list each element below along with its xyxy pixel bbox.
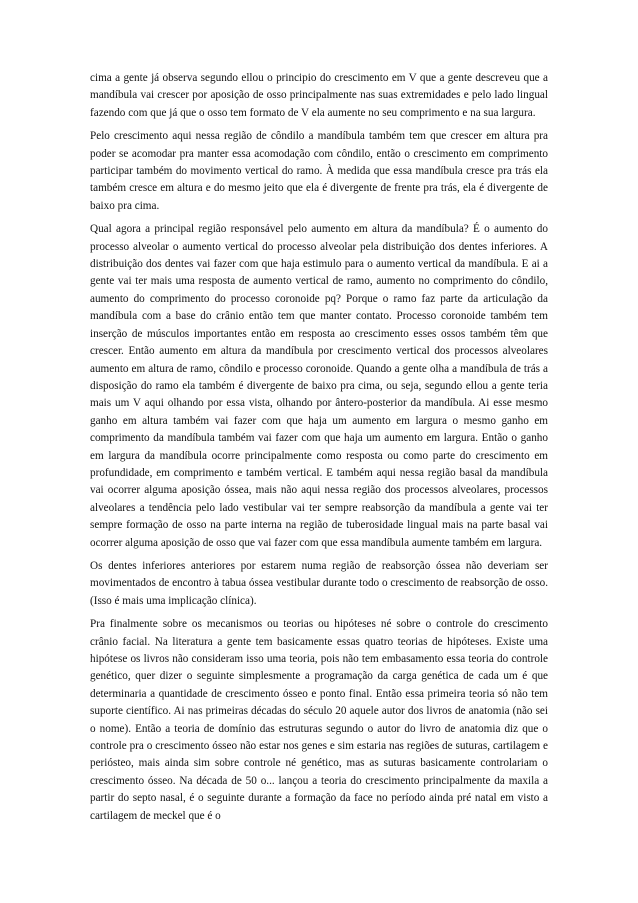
paragraph-1: cima a gente já observa segundo ellou o principio do crescimento em V que a gente descreveu que a mandíbula vai crescer por aposição de osso principalmente nas suas extremidades e pelo lado lingual fazendo com que já que o osso tem formato de V ela aumente no seu comprimento e na sua largura. bbox=[90, 72, 548, 119]
paragraph-3: Qual agora a principal região responsável pelo aumento em altura da mandíbula? É o aumento do processo alveolar o aumento vertical do processo alveolar pela distribuição dos dentes inferiores. A distribuição dos dentes vai fazer com que haja estimulo para o aumento vertical da mandíbula. E ai a gente vai ter mais uma resposta de aumento vertical de ramo, aumento no comprimento do côndilo, aumento do comprimento do processo coronoide pq? Porque o ramo faz parte da articulação da mandíbula com a base do crânio então tem que manter contato. Processo coronoide também tem inserção de músculos importantes então em resposta ao crescimento esses ossos também têm que crescer. Então aumento em altura da mandíbula por crescimento vertical dos processos alveolares aumento em altura de ramo, côndilo e processo coronoide. Quando a gente olha a mandíbula de trás a disposição do ramo ela também é divergente de baixo pra cima, ou seja, segundo ellou a gente teria mais um V aqui olhando por essa vista, olhando por ântero-posterior da mandíbula. Ai esse mesmo ganho em altura também vai fazer com que haja um aumento em largura o mesmo ganho em comprimento da mandíbula também vai fazer com que haja um aumento em largura. Então o ganho em largura da mandíbula ocorre principalmente como resposta ou como parte do crescimento em profundidade, em comprimento e também vertical. E também aqui nessa região basal da mandíbula vai ocorrer alguma aposição óssea, mais não aqui nessa região dos processos alveolares, processos alveolares a tendência pelo lado vestibular vai ter sempre reabsorção da mandíbula a gente vai ter sempre formação de osso na parte interna na região de tuberosidade lingual mais na parte basal vai ocorrer alguma aposição de osso que vai fazer com que essa mandíbula aumente também em largura. bbox=[90, 223, 548, 549]
paragraph-2: Pelo crescimento aqui nessa região de côndilo a mandíbula também tem que crescer em altura pra poder se acomodar pra manter essa acomodação com côndilo, então o crescimento em comprimento participar também do movimento vertical do ramo. À medida que essa mandíbula cresce pra trás ela também cresce em altura e do mesmo jeito que ela é divergente de frente pra trás, ela é divergente de baixo pra cima. bbox=[90, 130, 548, 212]
paragraph-4: Os dentes inferiores anteriores por estarem numa região de reabsorção óssea não deveriam ser movimentados de encontro à tabua óssea vestibular durante todo o crescimento de reabsorção de osso. (Isso é mais uma implicação clínica). bbox=[90, 559, 548, 607]
paragraph-5: Pra finalmente sobre os mecanismos ou teorias ou hipóteses né sobre o controle do crescimento crânio facial. Na literatura a gente tem basicamente essas quatro teorias de hipóteses. Existe uma hipótese os livros não consideram isso uma teoria, pois não tem embasamento essa teoria do controle genético, quer dizer o seguinte simplesmente a programação da carga genética de cada um é que determinaria a quantidade de crescimento ósseo e ponto final. Então essa primeira teoria só não tem suporte científico. Ai nas primeiras décadas do século 20 aquele autor dos livros de anatomia (não sei o nome). Então a teoria de domínio das estruturas segundo o autor do livro de anatomia diz que o controle pra o crescimento ósseo não estar nos genes e sim estaria nas regiões de suturas, cartilagem e periósteo, mais ainda sim sobre controle né genético, mas as suturas basicamente controlariam o crescimento ósseo. Na década de 50 o... lançou a teoria do crescimento principalmente da maxila a partir do septo nasal, é o seguinte durante a formação da face no período ainda pré natal em visto a cartilagem de meckel que é o bbox=[90, 618, 548, 822]
